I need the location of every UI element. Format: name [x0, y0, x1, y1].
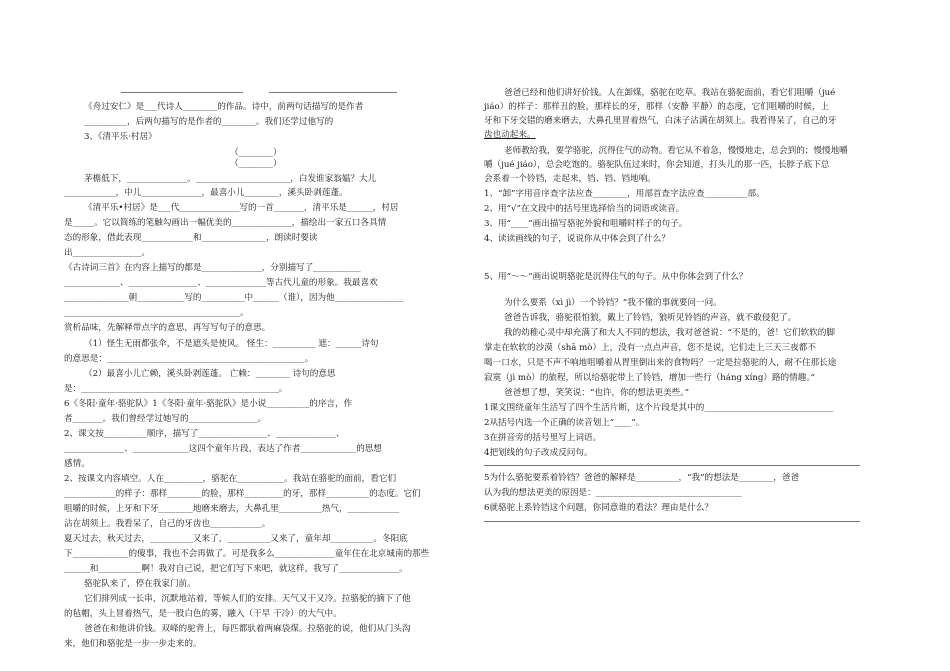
text-line: 掌走在软软的沙漠（shā mò）上，没有一点点声音，您不是说，它们走上三天三夜都不: [484, 343, 816, 353]
answer-line: [484, 465, 860, 466]
text-line: （________）: [230, 159, 282, 169]
text-line: 老师教给我，要学骆驼，沉得住气的动物。看它从不着急，慢慢地走，总会到的；慢慢地嚼: [504, 146, 848, 156]
text-line: （1）怪生无雨都张伞，不是遮头是使风。 怪生：__________ 遮：______诗句: [84, 339, 379, 349]
text-line: ______和__________啊！我对自己说，把它们写下来吧，就这样，我写了______________。: [64, 564, 408, 574]
text-line: _________________________________________。: [64, 308, 249, 318]
question: 1、“卸”字用音序查字法应查________，用部首查字法应查__________部。: [484, 189, 765, 199]
text-line: 茅檐低下，______________。______________________，白发谁家翁媪？大儿: [84, 174, 377, 184]
text-line: 沾在胡须上。我看呆了，自己的牙齿也____________。: [64, 519, 271, 529]
text-line: ______________、_____________这四个童年片段，表达了作者_____________的思想: [64, 444, 382, 454]
question: 5、用“～～”画出说明骆驼是沉得住气的句子。从中你体会到了什么？: [484, 272, 748, 282]
text-line: 感情。: [64, 459, 90, 469]
text-line: 喝一口水，只是不声不响地咀嚼着从胃里倒出来的食物吗？一定是拉骆驼的人，耐不住那长途: [484, 358, 837, 368]
text-line: 下_____________的傻事，我也不会再做了。可是我多么______________童年住在北京城南的那些: [64, 549, 430, 559]
question: 3、用“____”画出描写骆驼外貌和咀嚼时样子的句子。: [484, 219, 688, 229]
text-line: 来，他们和骆驼是一步一步走来的。: [64, 639, 202, 649]
text-line: （________）: [230, 148, 282, 158]
answer-line: [269, 92, 397, 93]
text-line: 是：______________________________________________。: [64, 384, 288, 394]
question: 1课文围绕童年生活写了四个生活片断，这个片段是其中的______________________________: [484, 403, 834, 413]
text-line: 会系着一个铃铛，走起来，铛、铛、铛地响。: [484, 174, 656, 184]
text-line: ____________，中儿______________，最喜小儿________，溪头卧剥莲蓬。: [64, 188, 348, 198]
answer-line: [484, 521, 860, 522]
text-line: 爸爸告诉我，骆驼很怕狼，戴上了铃铛，狼听见铃铛的声音，就不敢侵犯了。: [504, 313, 797, 323]
text-line: 者_______。我们曾经学过她写的________________。: [64, 414, 266, 424]
text-line: 爸爸已经和他们讲好价钱。人在卸煤，骆驼在吃草。我站在骆驼面前，看它们咀嚼（jué: [504, 88, 836, 98]
text-line: 嚼（jué jiáo），总会吃饱的。骆驼队伍过来时，你会知道，打头儿的那一匹，长脖子底下总: [484, 160, 830, 170]
text-line: 6《冬阳·童年·骆驼队》1《冬阳·童年·骆驼队》是小说__________的序言，作: [64, 399, 353, 409]
question: 认为我的想法更美的原因是：__________________________________: [484, 488, 742, 498]
text-line: __________，后两句描写的是作者的________。我们还学过他写的: [84, 117, 334, 127]
text-line: 态的形象，借此表现____________和_______________，朗读时要读: [64, 233, 318, 243]
text-line: 爸爸想了想，笑笑说：“也许，你的想法更美些。”: [504, 388, 689, 398]
text-line: 2、课文按__________顺序，描写了________________、______________、: [64, 429, 345, 439]
text-line: 它们排列成一长串，沉默地站着，等候人们的安排。天气又干又冷。拉骆驼的摘下了他: [84, 594, 411, 604]
text-line: 骆驼队来了，停在我家门前。: [84, 579, 196, 589]
text-line: 赏析品味，先解释带点字的意思，再写写句子的意思。: [64, 323, 271, 333]
text-line: 2、按课文内容填空。人在_________，骆驼在___________。我站在骆驼的面前，看它们: [64, 474, 397, 484]
question: 4把划线的句子改成反问句。: [484, 448, 593, 458]
text-line: 我的幼稚心灵中却充满了和大人不同的想法，我对爸爸说：“不是的，爸！它们软软的脚: [504, 328, 835, 338]
text-line: 寂寞（jì mò）的旅程，所以给骆驼带上了铃铛，增加一些行（háng xíng）路的情趣。”: [484, 373, 816, 383]
text-line: 咀嚼的时候，上牙和下牙________地磨来磨去，大鼻孔里__________热气，____________: [64, 504, 400, 514]
text-line: ____________的样子：那样________的脸，那样_________的牙，那样__________的态度。它们: [64, 489, 421, 499]
answer-line: [121, 92, 243, 93]
question: 4、读读画线的句子，说说你从中体会到了什么？: [484, 234, 670, 244]
text-line: 的意思是：______________________________________________。: [64, 354, 314, 364]
text-line: 齿也动起来。: [484, 130, 536, 140]
text-line: _______________朝___________写的__________中______（谁），因为他________________: [64, 293, 404, 303]
question: 2、用“√”在文段中的括号里选择恰当的词语或读音。: [484, 204, 685, 214]
text-line: 是_____。它以简练的笔触勾画出一幅优美的______________，描绘出一家五口各具情: [64, 218, 387, 228]
text-line: 的毡帽，头上冒着热气，是一股白色的雾，融入（干旱 干冷）的大气中。: [64, 609, 342, 619]
text-line: 牙和下牙交错的磨来磨去，大鼻孔里冒着热气，白沫子沾满在胡须上。我看得呆了，自己的牙: [484, 116, 837, 126]
question: 6就骆驼上系铃铛这个问题，你同意谁的看法？理由是什么？: [484, 503, 713, 513]
question: 3在拼音旁的括号里写上词语。: [484, 433, 602, 443]
section-heading: 3、《清平乐·村居》: [84, 132, 157, 142]
question: 5为什么骆驼要系着铃铛？爸爸的解释是__________，“我”的想法是________，爸爸: [484, 473, 800, 483]
text-line: 爸爸在和他讲价钱。双峰的驼背上，每匹都驮着两麻袋煤。拉骆驼的说，他们从门头沟: [84, 624, 411, 634]
text-line: _____________、________________、______________等古代儿童的形象。我最喜欢: [64, 278, 378, 288]
text-line: jiáo）的样子：那样丑的脸，那样长的牙，那样（安静 平静）的态度，它们咀嚼的时候，上: [484, 102, 830, 112]
text-line: 夏天过去，秋天过去，__________又来了，__________又来了，童年却__________。冬阳底: [64, 534, 408, 544]
text-line: 《舟过安仁》是___代诗人________的作品。诗中，前两句话描写的是作者: [84, 102, 364, 112]
text-line: 《清平乐•村居》是___代______________写的一首_______，清平乐是______，村居: [84, 203, 399, 213]
text-line: 为什么要系（xì jì）一个铃铛？”我不懂的事就要问一问。: [504, 298, 722, 308]
question: 2从括号内选一个正确的读音划上“____”。: [484, 418, 645, 428]
text-line: 出________________。: [64, 248, 150, 258]
text-line: 《古诗词三首》在内容上描写的都是______________，分别描写了___________: [64, 263, 361, 273]
text-line: （2）最喜小儿亡赖，溪头卧剥莲蓬。 亡赖：________ 诗句的意思: [84, 369, 336, 379]
